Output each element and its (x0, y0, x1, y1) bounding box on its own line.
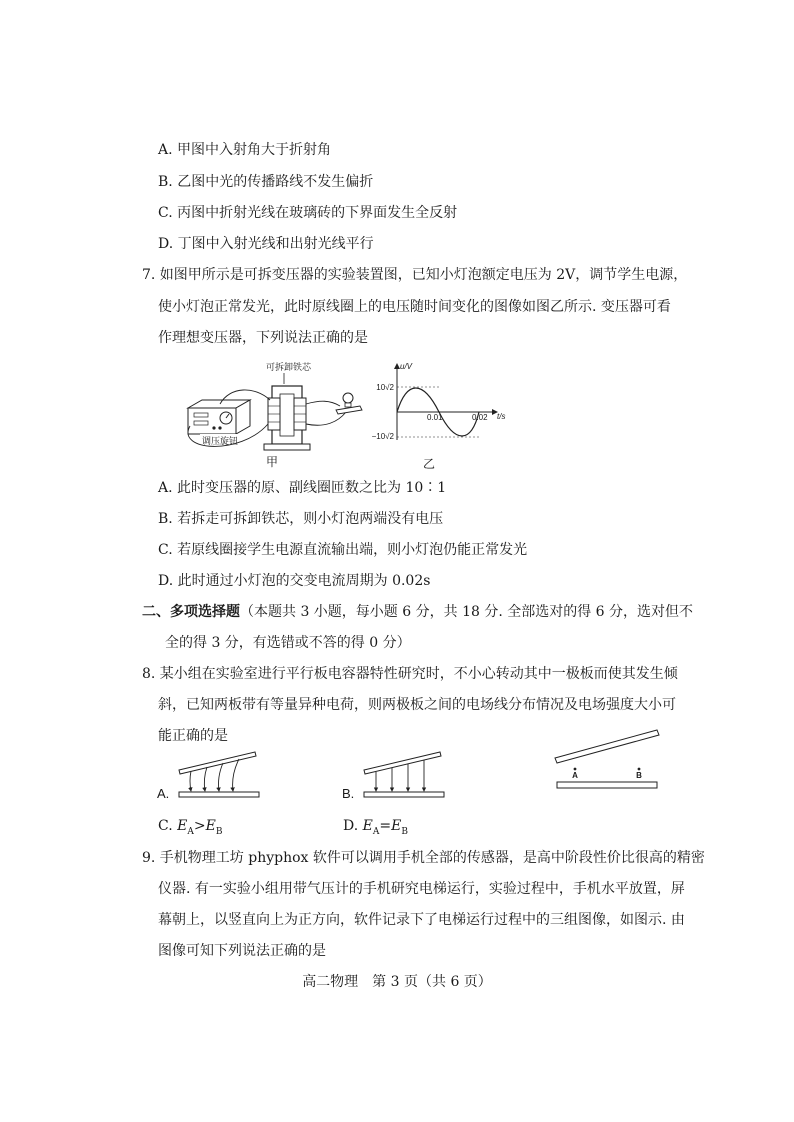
q9-stem-line-4: 图像可知下列说法正确的是 (158, 943, 326, 959)
core-label: 可拆卸铁芯 (266, 362, 312, 372)
q7-option-d: D. 此时通过小灯泡的交变电流周期为 0.02s (158, 573, 431, 589)
q9-stem-line-3: 幕朝上，以竖直向上为正方向，软件记录下了电梯运行过程中的三组图像，如图示. 由 (158, 912, 685, 928)
q8-stem-line-2: 斜，已知两板带有等量异种电荷，则两极板之间的电场线分布情况及电场强度大小可 (158, 697, 676, 713)
point-b-label: B (636, 771, 642, 780)
q7-stem-line-2: 使小灯泡正常发光，此时原线圈上的电压随时间变化的图像如图乙所示. 变压器可看 (158, 299, 671, 315)
q7-figure-jia (180, 356, 365, 468)
q8-figure-b (340, 748, 455, 806)
section2-desc-1: （本题共 3 小题，每小题 6 分，共 18 分. 全部选对的得 6 分，选对但不 (240, 604, 694, 620)
fig-yi-caption: 乙 (423, 457, 436, 471)
y-min-label: −10√2 (371, 432, 394, 441)
q6-option-a: A. 甲图中入射角大于折射角 (158, 142, 332, 158)
page-footer: 高二物理 第 3 页（共 6 页） (302, 974, 492, 990)
q6-option-b: B. 乙图中光的传播路线不发生偏折 (158, 174, 374, 190)
y-axis-label: u/V (400, 362, 413, 371)
fig-jia-caption: 甲 (266, 455, 279, 468)
q8-figure-a (155, 748, 270, 806)
section2-header-line-1 (142, 602, 693, 622)
q8-label-a: A. (157, 786, 170, 801)
knob-label: 调压旋钮 (202, 436, 239, 446)
transformer-core-icon (264, 386, 310, 450)
q8-option-d: D. $E_A=E_B$ (343, 818, 408, 837)
x-axis-label: t/s (497, 412, 506, 421)
q8-option-c: C. $E_A>E_B$ (158, 818, 223, 837)
q6-option-d: D. 丁图中入射光线和出射光线平行 (158, 236, 374, 252)
q8-label-b: B. (342, 786, 355, 801)
q9-stem-line-1: 9. 手机物理工坊 phyphox 软件可以调用手机全部的传感器，是高中阶段性价比很高的精密 (142, 850, 705, 866)
q7-stem-line-3: 作理想变压器，下列说法正确的是 (158, 330, 368, 346)
q7-stem-line-1: 7. 如图甲所示是可拆变压器的实验装置图，已知小灯泡额定电压为 2V，调节学生电源， (142, 267, 688, 283)
section2-desc-2: 全的得 3 分，有选错或不答的得 0 分） (165, 635, 411, 651)
q8-stem-line-3: 能正确的是 (158, 728, 228, 744)
q8-stem-line-1: 8. 某小组在实验室进行平行板电容器特性研究时，不小心转动其中一极板而使其发生倾 (142, 666, 678, 682)
y-max-label: 10√2 (376, 383, 394, 392)
q7-figure-yi (355, 360, 515, 472)
q7-option-b: B. 若拆走可拆卸铁芯，则小灯泡两端没有电压 (158, 511, 444, 527)
q6-option-c: C. 丙图中折射光线在玻璃砖的下界面发生全反射 (158, 205, 458, 221)
section2-title: 二、多项选择题 (142, 604, 240, 620)
q7-option-a: A. 此时变压器的原、副线圈匝数之比为 10∶1 (158, 480, 447, 496)
q9-stem-line-2: 仪器. 有一实验小组用带气压计的手机研究电梯运行，实验过程中，手机水平放置，屏 (158, 881, 685, 897)
t2-label: 0.02 (472, 413, 488, 422)
point-a-label: A (572, 771, 578, 780)
q7-option-c: C. 若原线圈接学生电源直流输出端，则小灯泡仍能正常发光 (158, 542, 528, 558)
t1-label: 0.01 (427, 413, 443, 422)
power-supply-icon (188, 400, 250, 434)
q8-figure-points (553, 726, 665, 796)
